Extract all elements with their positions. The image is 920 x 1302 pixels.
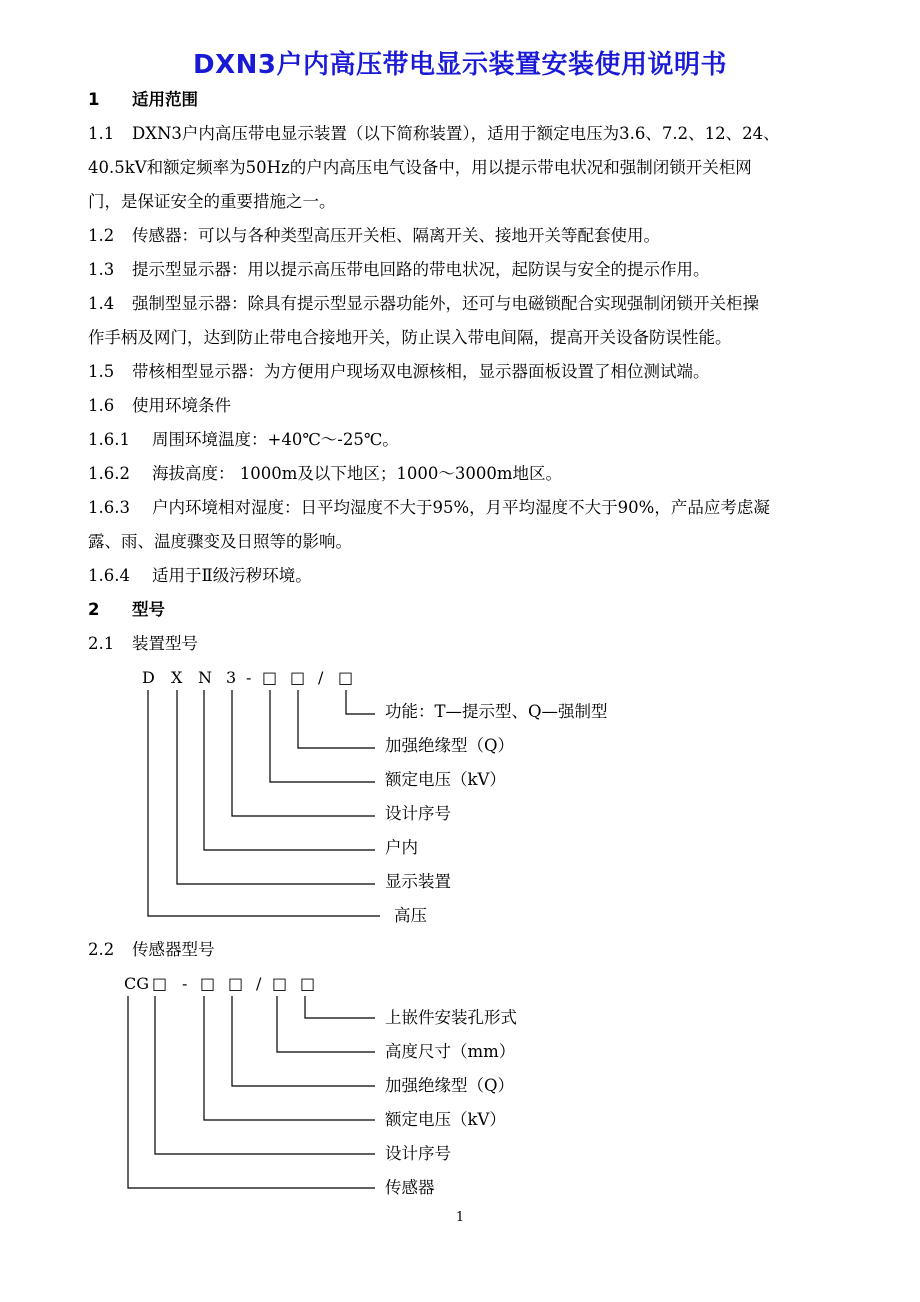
sensor-code-char: /: [256, 974, 262, 993]
device-label-display: 显示装置: [385, 872, 451, 891]
page-number: 1: [455, 1210, 465, 1225]
leader-voltage: [270, 690, 375, 782]
leader-insulation: [298, 690, 375, 748]
device-label-hv: 高压: [394, 906, 427, 925]
item-number: 1.3: [88, 260, 115, 279]
document-title: DXN3户内高压带电显示装置安装使用说明书: [193, 50, 727, 80]
device-label-insulation: 加强绝缘型（Q）: [385, 736, 515, 755]
paragraph-text: 周围环境温度：+40℃～-25℃。: [152, 430, 399, 449]
leader-sensor: [128, 996, 375, 1188]
paragraph-text: 强制型显示器：除具有提示型显示器功能外，还可与电磁锁配合实现强制闭锁开关柜操: [132, 294, 759, 313]
section-number: 1: [88, 90, 100, 109]
paragraph-text: 带核相型显示器：为方便用户现场双电源核相，显示器面板设置了相位测试端。: [132, 362, 710, 381]
device-code-char: /: [318, 668, 324, 687]
paragraph-text: 海拔高度： 1000m及以下地区；1000～3000m地区。: [152, 464, 563, 483]
device-code-char: 3: [226, 668, 237, 687]
paragraph-text: 户内环境相对湿度：日平均湿度不大于95%，月平均湿度不大于90%，产品应考虑凝: [152, 498, 770, 517]
device-label-indoor: 户内: [385, 838, 418, 857]
leader-display: [177, 690, 375, 884]
item-number: 1.2: [88, 226, 115, 245]
paragraph-text: 适用于Ⅱ级污秽环境。: [152, 566, 312, 585]
device-code-char: X: [171, 668, 183, 687]
item-number: 1.6: [88, 396, 115, 415]
leader-design-no: [232, 690, 375, 816]
leader-function: [346, 690, 375, 714]
device-code-box: □: [338, 668, 354, 687]
sensor-label-design-no: 设计序号: [385, 1144, 451, 1163]
sensor-code-char: -: [182, 974, 188, 993]
paragraph-text: 传感器：可以与各种类型高压开关柜、隔离开关、接地开关等配套使用。: [132, 226, 660, 245]
paragraph-text: 使用环境条件: [132, 396, 231, 415]
item-number: 2.1: [88, 634, 115, 653]
sensor-label-insulation: 加强绝缘型（Q）: [385, 1076, 515, 1095]
leader-mount: [305, 996, 375, 1018]
item-number: 1.6.2: [88, 464, 130, 483]
sensor-code-box: □: [228, 974, 244, 993]
sensor-label-sensor: 传感器: [385, 1178, 435, 1197]
paragraph-text: DXN3户内高压带电显示装置（以下简称装置），适用于额定电压为3.6、7.2、12、24、: [132, 124, 780, 143]
device-label-design-no: 设计序号: [385, 804, 451, 823]
paragraph-text: 装置型号: [132, 634, 198, 653]
sensor-label-mount: 上嵌件安装孔形式: [385, 1008, 517, 1027]
paragraph-1-6-3-cont: 露、雨、温度骤变及日照等的影响。: [88, 532, 352, 551]
device-code-char: -: [246, 668, 252, 687]
section-number: 2: [88, 600, 100, 619]
section-title: 型号: [132, 600, 165, 619]
device-label-voltage: 额定电压（kV）: [385, 770, 506, 789]
leader-height: [277, 996, 375, 1052]
leader-sensor-insulation: [232, 996, 375, 1086]
leader-sensor-voltage: [204, 996, 375, 1120]
device-label-function: 功能：T—提示型、Q—强制型: [385, 702, 608, 721]
leader-sensor-design-no: [155, 996, 375, 1154]
sensor-code-char: CG: [124, 974, 150, 993]
item-number: 1.6.4: [88, 566, 130, 585]
leader-hv: [148, 690, 380, 916]
sensor-label-voltage: 额定电压（kV）: [385, 1110, 506, 1129]
item-number: 2.2: [88, 940, 115, 959]
device-code-box: □: [262, 668, 278, 687]
item-number: 1.1: [88, 124, 115, 143]
device-code-box: □: [290, 668, 306, 687]
paragraph-text: 传感器型号: [132, 940, 215, 959]
item-number: 1.4: [88, 294, 115, 313]
section-title: 适用范围: [132, 90, 198, 109]
item-number: 1.5: [88, 362, 115, 381]
sensor-code-box: □: [300, 974, 316, 993]
paragraph-text: 提示型显示器：用以提示高压带电回路的带电状况，起防误与安全的提示作用。: [132, 260, 710, 279]
device-code-char: D: [142, 668, 155, 687]
sensor-code-box: □: [152, 974, 168, 993]
sensor-code-box: □: [272, 974, 288, 993]
sensor-label-height: 高度尺寸（mm）: [385, 1042, 516, 1061]
paragraph-1-4-cont: 作手柄及网门，达到防止带电合接地开关，防止误入带电间隔，提高开关设备防误性能。: [88, 328, 732, 347]
device-code-char: N: [198, 668, 212, 687]
paragraph-1-1-cont2: 门，是保证安全的重要措施之一。: [88, 192, 336, 211]
item-number: 1.6.1: [88, 430, 130, 449]
paragraph-1-1-cont: 40.5kV和额定频率为50Hz的户内高压电气设备中，用以提示带电状况和强制闭锁开关柜网: [88, 158, 752, 177]
item-number: 1.6.3: [88, 498, 130, 517]
sensor-code-box: □: [200, 974, 216, 993]
